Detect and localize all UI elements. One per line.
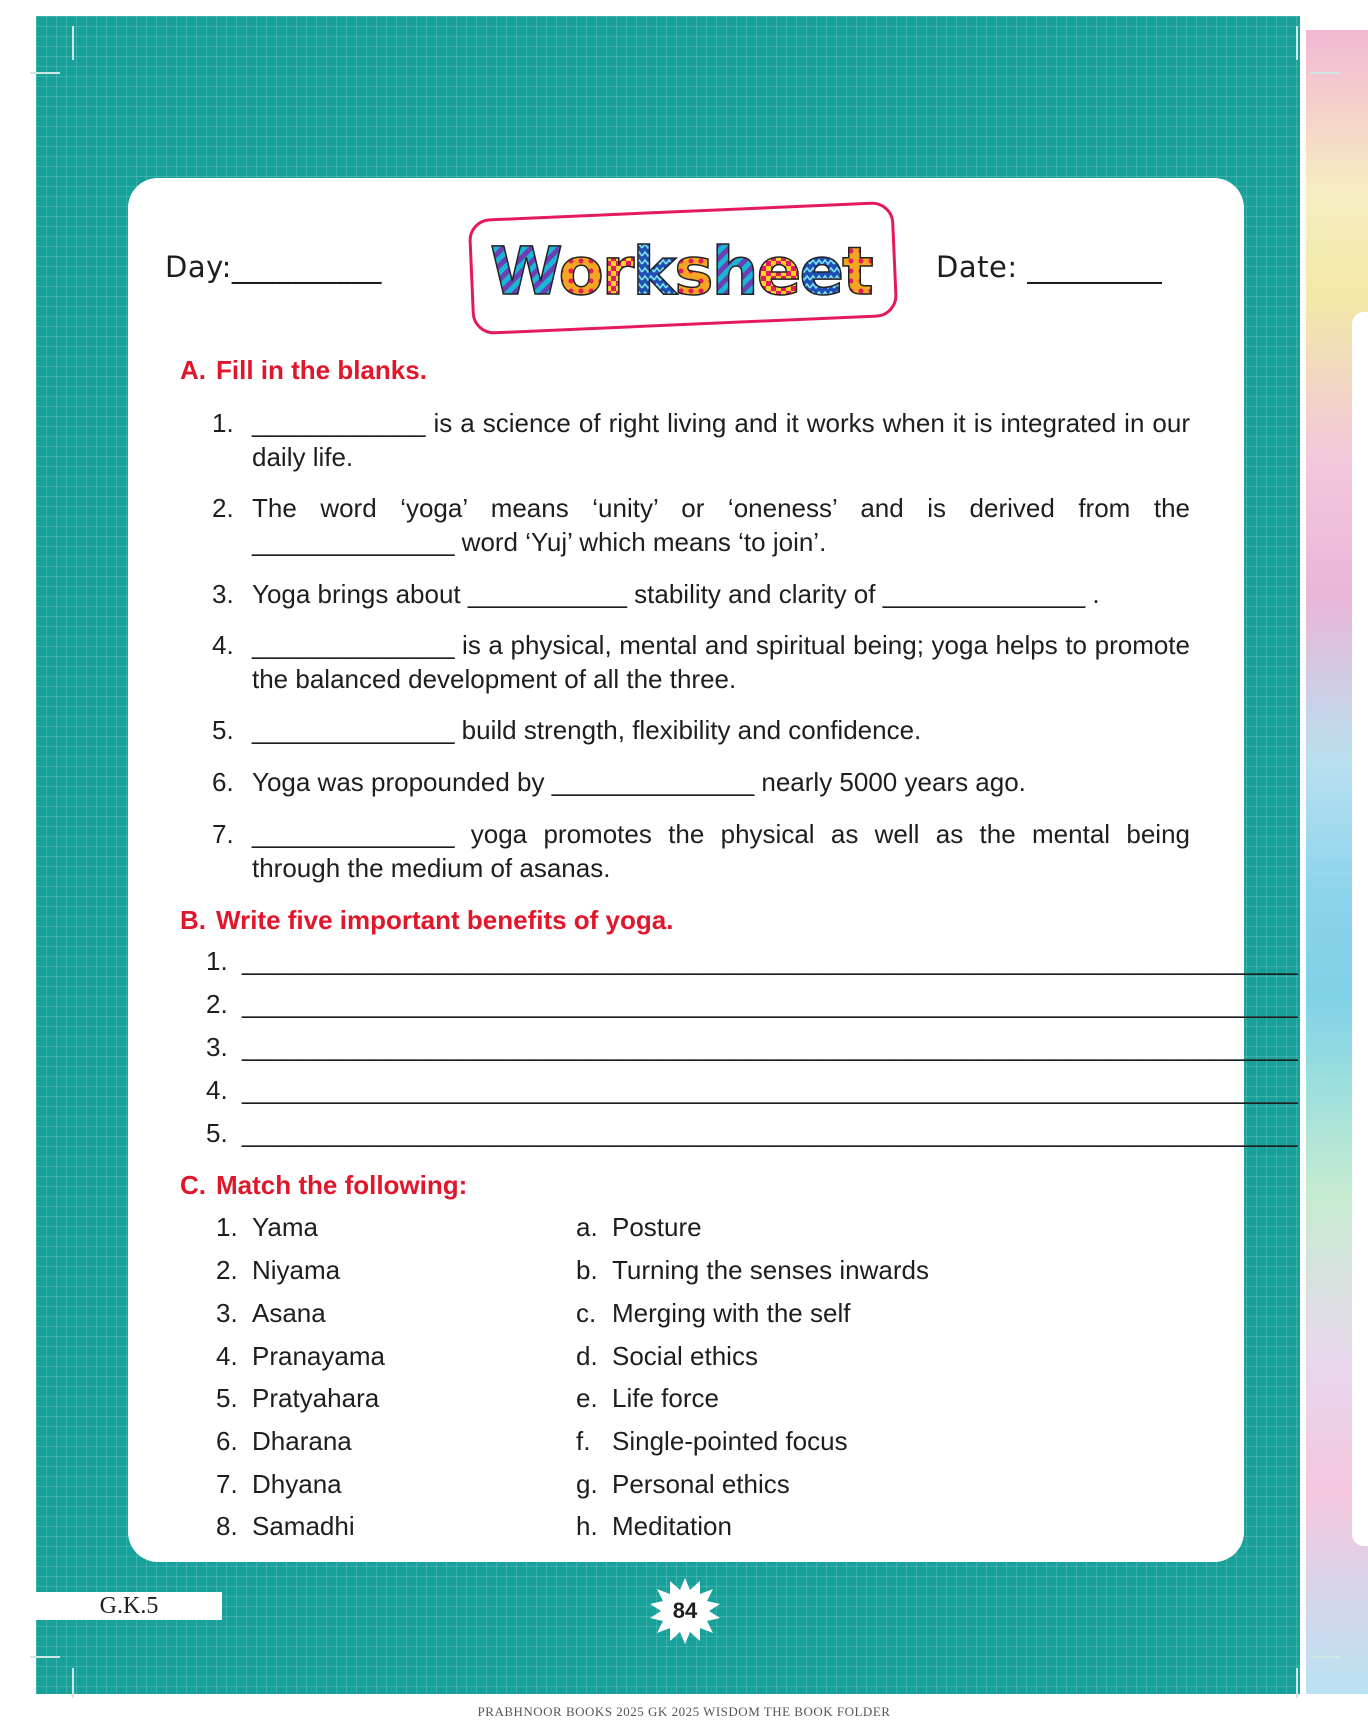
section-a-title: Fill in the blanks.	[216, 355, 427, 385]
worksheet-title-logo	[486, 226, 876, 310]
question-number: 6.	[212, 767, 234, 797]
section-b-heading	[180, 905, 673, 936]
side-strip-inner-panel	[1352, 312, 1368, 1546]
question-item	[212, 406, 1190, 474]
day-field-label: Day:__________	[165, 250, 382, 284]
match-right-item	[576, 1426, 848, 1457]
question-item	[212, 628, 1190, 696]
match-left-number: 4.	[216, 1341, 238, 1371]
match-left-item	[216, 1383, 379, 1414]
crop-mark	[1310, 1656, 1340, 1658]
section-b-letter: B.	[180, 905, 206, 935]
question-number: 5.	[212, 715, 234, 745]
answer-line[interactable]	[206, 946, 1298, 977]
match-left-number: 8.	[216, 1511, 238, 1541]
match-left-number: 3.	[216, 1298, 238, 1328]
answer-blank[interactable]: _________________________________________________________________________	[242, 1075, 1298, 1105]
section-c-title: Match the following:	[216, 1170, 468, 1200]
question-item	[212, 765, 1190, 799]
answer-line[interactable]	[206, 1118, 1298, 1149]
match-right-letter: g.	[576, 1469, 598, 1499]
question-text: Yoga brings about ___________ stability and clarity of ______________ .	[252, 579, 1100, 609]
match-left-number: 5.	[216, 1383, 238, 1413]
answer-number: 1.	[206, 946, 228, 976]
section-a-letter: A.	[180, 355, 206, 385]
match-left-item	[216, 1298, 326, 1329]
crop-mark	[1296, 26, 1298, 60]
match-right-text: Life force	[612, 1383, 719, 1413]
match-left-text: Pranayama	[252, 1341, 385, 1371]
crop-mark	[1310, 72, 1340, 74]
match-left-item	[216, 1426, 352, 1457]
answer-line[interactable]	[206, 989, 1298, 1020]
match-left-text: Dhyana	[252, 1469, 342, 1499]
match-right-text: Merging with the self	[612, 1298, 851, 1328]
answer-number: 5.	[206, 1118, 228, 1148]
date-field-label: Date: _________	[936, 250, 1163, 284]
match-left-item	[216, 1511, 355, 1542]
match-left-number: 1.	[216, 1212, 238, 1242]
question-item	[212, 817, 1190, 885]
match-left-text: Dharana	[252, 1426, 352, 1456]
question-text: The word ‘yoga’ means ‘unity’ or ‘oneness’ and is derived from the ______________ word ‘Yuj’ which means ‘to join’.	[252, 493, 1190, 557]
match-left-text: Samadhi	[252, 1511, 355, 1541]
match-right-text: Meditation	[612, 1511, 732, 1541]
answer-number: 2.	[206, 989, 228, 1019]
answer-line[interactable]	[206, 1032, 1298, 1063]
match-right-letter: h.	[576, 1511, 598, 1541]
answer-number: 3.	[206, 1032, 228, 1062]
question-text: ______________ is a physical, mental and spiritual being; yoga helps to promote the balanced development of all the three.	[252, 630, 1190, 694]
match-left-number: 2.	[216, 1255, 238, 1285]
answer-line[interactable]	[206, 1075, 1298, 1106]
match-right-item	[576, 1383, 719, 1414]
crop-mark	[1296, 1668, 1298, 1698]
match-right-item	[576, 1341, 758, 1372]
question-text: ____________ is a science of right living and it works when it is integrated in our daily life.	[252, 408, 1190, 472]
question-number: 7.	[212, 819, 234, 849]
page-number: 84	[672, 1598, 698, 1623]
section-b-title: Write five important benefits of yoga.	[216, 905, 674, 935]
section-c-letter: C.	[180, 1170, 206, 1200]
question-item	[212, 713, 1190, 747]
match-left-item	[216, 1212, 318, 1243]
match-left-item	[216, 1341, 385, 1372]
answer-blank[interactable]: _________________________________________________________________________	[242, 1032, 1298, 1062]
question-item	[212, 491, 1190, 559]
question-text: Yoga was propounded by ______________ nearly 5000 years ago.	[252, 767, 1026, 797]
match-right-item	[576, 1469, 790, 1500]
book-code-label: G.K.5	[36, 1592, 222, 1620]
question-item	[212, 577, 1190, 611]
match-right-letter: a.	[576, 1212, 598, 1242]
match-right-text: Social ethics	[612, 1341, 758, 1371]
match-left-item	[216, 1255, 340, 1286]
match-left-number: 7.	[216, 1469, 238, 1499]
section-a-heading	[180, 355, 427, 386]
answer-blank[interactable]: _________________________________________________________________________	[242, 1118, 1298, 1148]
match-right-text: Single-pointed focus	[612, 1426, 848, 1456]
match-right-item	[576, 1511, 732, 1542]
match-right-letter: d.	[576, 1341, 598, 1371]
crop-mark	[30, 1656, 60, 1658]
crop-mark	[72, 1668, 74, 1698]
match-left-text: Pratyahara	[252, 1383, 380, 1413]
question-text: ______________ build strength, flexibility and confidence.	[252, 715, 922, 745]
match-right-item	[576, 1255, 929, 1286]
match-right-letter: b.	[576, 1255, 598, 1285]
match-left-text: Asana	[252, 1298, 326, 1328]
print-imprint: PRABHNOOR BOOKS 2025 GK 2025 WISDOM THE BOOK FOLDER	[477, 1704, 891, 1719]
match-left-text: Niyama	[252, 1255, 341, 1285]
crop-mark	[72, 26, 74, 60]
question-number: 1.	[212, 408, 234, 438]
question-text: ______________ yoga promotes the physical as well as the mental being through the medium of asanas.	[252, 819, 1190, 883]
match-right-text: Personal ethics	[612, 1469, 790, 1499]
match-right-letter: c.	[576, 1298, 597, 1328]
answer-number: 4.	[206, 1075, 228, 1105]
section-c-heading	[180, 1170, 467, 1201]
match-right-item	[576, 1212, 702, 1243]
match-left-number: 6.	[216, 1426, 238, 1456]
answer-blank[interactable]: _________________________________________________________________________	[242, 989, 1298, 1019]
match-right-item	[576, 1298, 850, 1329]
answer-blank[interactable]: _________________________________________________________________________	[242, 946, 1298, 976]
question-number: 3.	[212, 579, 234, 609]
match-right-letter: e.	[576, 1383, 598, 1413]
match-right-text: Posture	[612, 1212, 702, 1242]
question-number: 4.	[212, 630, 234, 660]
match-left-item	[216, 1469, 342, 1500]
svg-text:Worksheet: Worksheet	[490, 233, 872, 310]
match-left-text: Yama	[252, 1212, 318, 1242]
crop-mark	[30, 72, 60, 74]
match-right-letter: f.	[576, 1426, 591, 1456]
match-right-text: Turning the senses inwards	[612, 1255, 929, 1285]
question-number: 2.	[212, 493, 234, 523]
